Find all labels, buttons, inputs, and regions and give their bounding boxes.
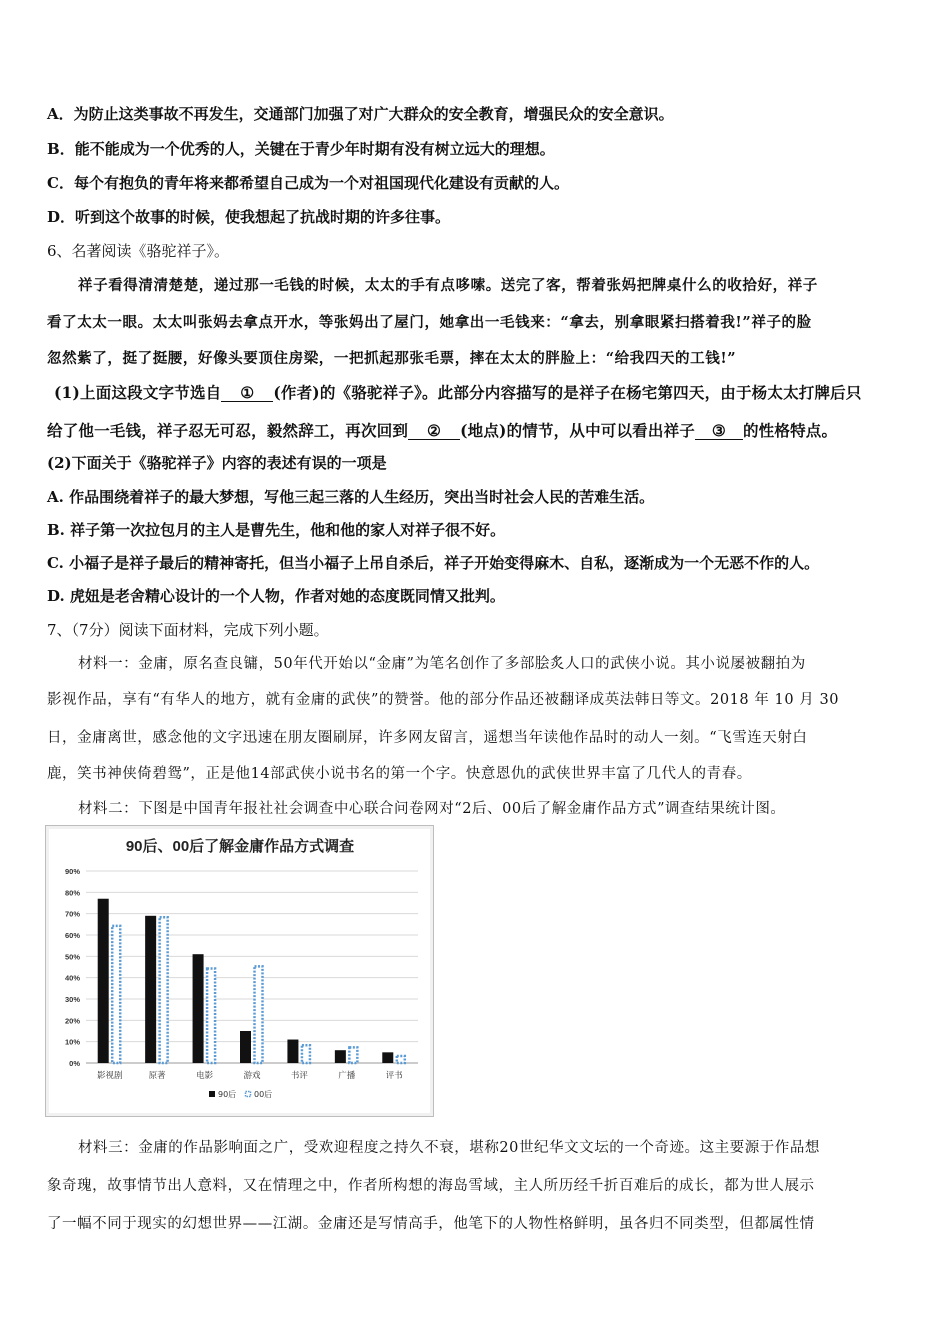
bar-90s xyxy=(335,1050,346,1063)
y-tick-label: 30% xyxy=(64,995,80,1004)
option-letter: D xyxy=(47,208,61,226)
y-tick-label: 40% xyxy=(64,973,80,983)
option-text: 听到这个故事的时候，使我想起了抗战时期的许多往事。 xyxy=(75,208,451,226)
y-tick-label: 80% xyxy=(64,888,80,898)
bar-00s xyxy=(302,1045,310,1063)
option-letter: B xyxy=(47,140,60,158)
q6-sub1-text-3: 给了他一毛钱，祥子忍无可忍，毅然辞工，再次回到 xyxy=(47,421,409,440)
q7-title: 7、（7分）阅读下面材料，完成下列小题。 xyxy=(47,621,329,639)
survey-bar-chart xyxy=(45,825,434,1117)
option-text: 能不能成为一个优秀的人，关键在于青少年时期有没有树立远大的理想。 xyxy=(74,140,555,158)
y-tick-label: 0% xyxy=(69,1059,80,1068)
q7-material3-line-3: 了一幅不同于现实的幻想世界——江湖。金庸还是写情高手，他笔下的人物性格鲜明，虽各归不同类型，但都属性情 xyxy=(47,1216,815,1232)
q6-sub2-option-c: C. 小福子是祥子最后的精神寄托，但当小福子上吊自杀后，祥子开始变得麻木、自私，逐渐成为一个无恶不作的人。 xyxy=(47,554,820,572)
q6-title: 6、名著阅读《骆驼祥子》。 xyxy=(47,242,230,260)
q6-sub2-title: (2)下面关于《骆驼祥子》内容的表述有误的一项是 xyxy=(47,454,387,472)
x-tick-label: 影视剧 xyxy=(96,1071,123,1081)
q6-passage-line-1: 祥子看得清清楚楚，递过那一毛钱的时候，太太的手有点哆嗦。送完了客，帮着张妈把牌桌什么的收拾好，祥子 xyxy=(78,277,818,294)
q5-option-b: B．能不能成为一个优秀的人，关键在于青少年时期有没有树立远大的理想。 xyxy=(47,140,555,158)
x-tick-label: 电影 xyxy=(196,1071,214,1081)
bar-00s xyxy=(349,1047,357,1063)
q6-sub1-text-1: (1)上面这段文字节选自 xyxy=(54,383,222,402)
q7-material3-line-2: 象奇瑰，故事情节出人意料，又在情理之中，作者所构想的海岛雪域，主人所历经千折百难后的成长，都为世人展示 xyxy=(47,1178,815,1194)
q5-option-c: C．每个有抱负的青年将来都希望自己成为一个对祖国现代化建设有贡献的人。 xyxy=(47,174,569,192)
q6-sub1-line-2 xyxy=(47,419,837,441)
option-text: 为防止这类事故不再发生，交通部门加强了对广大群众的安全教育，增强民众的安全意识。 xyxy=(73,105,674,123)
chart-title: 90后、00后了解金庸作品方式调查 xyxy=(125,838,355,855)
q7-material1-line-1: 材料一：金庸，原名查良镛，50年代开始以“金庸”为笔名创作了多部脍炙人口的武侠小说。其小说屡被翻拍为 xyxy=(78,656,806,672)
chart-legend xyxy=(209,1089,272,1099)
y-tick-label: 10% xyxy=(64,1037,80,1047)
chart-gridlines xyxy=(86,871,418,1063)
q6-sub1-text-5: 的性格特点。 xyxy=(742,421,838,440)
bar-90s xyxy=(287,1040,298,1063)
bar-00s xyxy=(160,917,168,1063)
q6-sub2-option-d: D. 虎妞是老舍精心设计的一个人物，作者对她的态度既同情又批判。 xyxy=(47,587,505,605)
q6-sub1-text-4: (地点)的情节，从中可以看出祥子 xyxy=(460,421,695,440)
legend-swatch-90s xyxy=(209,1091,215,1097)
q7-material1-line-4: 鹿，笑书神侠倚碧鸳”，正是他14部武侠小说书名的第一个字。快意恩仇的武侠世界丰富了几代人的青春。 xyxy=(47,766,752,782)
q5-option-a: A．为防止这类事故不再发生，交通部门加强了对广大群众的安全教育，增强民众的安全意识。 xyxy=(47,105,674,123)
q6-sub2-option-b: B. 祥子第一次拉包月的主人是曹先生，他和他的家人对祥子很不好。 xyxy=(47,521,506,539)
q6-sub2-option-a: A. 作品围绕着祥子的最大梦想，写他三起三落的人生经历，突出当时社会人民的苦难生活。 xyxy=(47,488,655,506)
bar-90s xyxy=(193,954,204,1063)
x-tick-label: 书评 xyxy=(290,1071,308,1081)
x-tick-label: 广播 xyxy=(338,1071,356,1081)
chart-y-tick-labels xyxy=(65,867,80,1068)
bar-00s xyxy=(255,966,263,1063)
answer-blank-3[interactable]: ③ xyxy=(695,422,743,440)
chart-svg xyxy=(46,826,433,1116)
q7-material3-line-1: 材料三：金庸的作品影响面之广，受欢迎程度之持久不衰，堪称20世纪华文文坛的一个奇迹。这主要源于作品想 xyxy=(78,1140,820,1156)
x-tick-label: 评书 xyxy=(385,1071,403,1081)
answer-blank-2[interactable]: ② xyxy=(408,422,460,440)
q7-material2: 材料二：下图是中国青年报社社会调查中心联合问卷网对“2后、00后了解金庸作品方式”调查结果统计图。 xyxy=(78,801,786,817)
option-letter: C xyxy=(47,174,59,192)
q5-option-d: D．听到这个故事的时候，使我想起了抗战时期的许多往事。 xyxy=(47,208,451,226)
bar-90s xyxy=(98,899,109,1063)
x-tick-label: 原著 xyxy=(148,1071,166,1081)
q6-passage-line-3: 忽然紫了，挺了挺腰，好像头要顶住房梁，一把抓起那张毛票，摔在太太的胖脸上：“给我四天的工钱!” xyxy=(47,350,737,367)
q6-sub1-line-1 xyxy=(54,381,862,403)
legend-label: 90后 xyxy=(218,1090,237,1099)
bar-00s xyxy=(112,926,120,1063)
option-text: 每个有抱负的青年将来都希望自己成为一个对祖国现代化建设有贡献的人。 xyxy=(73,174,569,192)
q7-material1-line-2: 影视作品，享有“有华人的地方，就有金庸的武侠”的赞誉。他的部分作品还被翻译成英法韩日等文。2018 年 10 月 30 xyxy=(47,692,840,708)
x-tick-label: 游戏 xyxy=(243,1071,261,1081)
y-tick-label: 70% xyxy=(64,909,80,919)
y-tick-label: 20% xyxy=(64,1016,80,1026)
legend-swatch-00s xyxy=(246,1092,251,1097)
q7-material1-line-3: 日，金庸离世，感念他的文字迅速在朋友圈刷屏，许多网友留言，遥想当年读他作品时的动人一刻。“飞雪连天射白 xyxy=(47,730,808,746)
y-tick-label: 60% xyxy=(64,931,80,940)
answer-blank-1[interactable]: ① xyxy=(221,384,273,402)
y-tick-label: 90% xyxy=(64,867,80,876)
bar-90s xyxy=(240,1031,251,1063)
chart-bars xyxy=(98,899,405,1063)
bar-90s xyxy=(382,1052,393,1063)
q6-sub1-text-2: (作者)的《骆驼祥子》。此部分内容描写的是祥子在杨宅第四天，由于杨太太打牌后只 xyxy=(273,383,862,402)
legend-label: 00后 xyxy=(254,1090,273,1099)
option-letter: A xyxy=(47,105,59,123)
bar-00s xyxy=(207,969,215,1064)
bar-90s xyxy=(145,916,156,1063)
chart-x-tick-labels xyxy=(97,1070,403,1081)
bar-00s xyxy=(397,1056,405,1063)
y-tick-label: 50% xyxy=(64,952,80,962)
q6-passage-line-2: 看了太太一眼。太太叫张妈去拿点开水，等张妈出了屋门，她拿出一毛钱来：“拿去，别拿眼紧扫搭着我!”祥子的脸 xyxy=(47,314,812,331)
